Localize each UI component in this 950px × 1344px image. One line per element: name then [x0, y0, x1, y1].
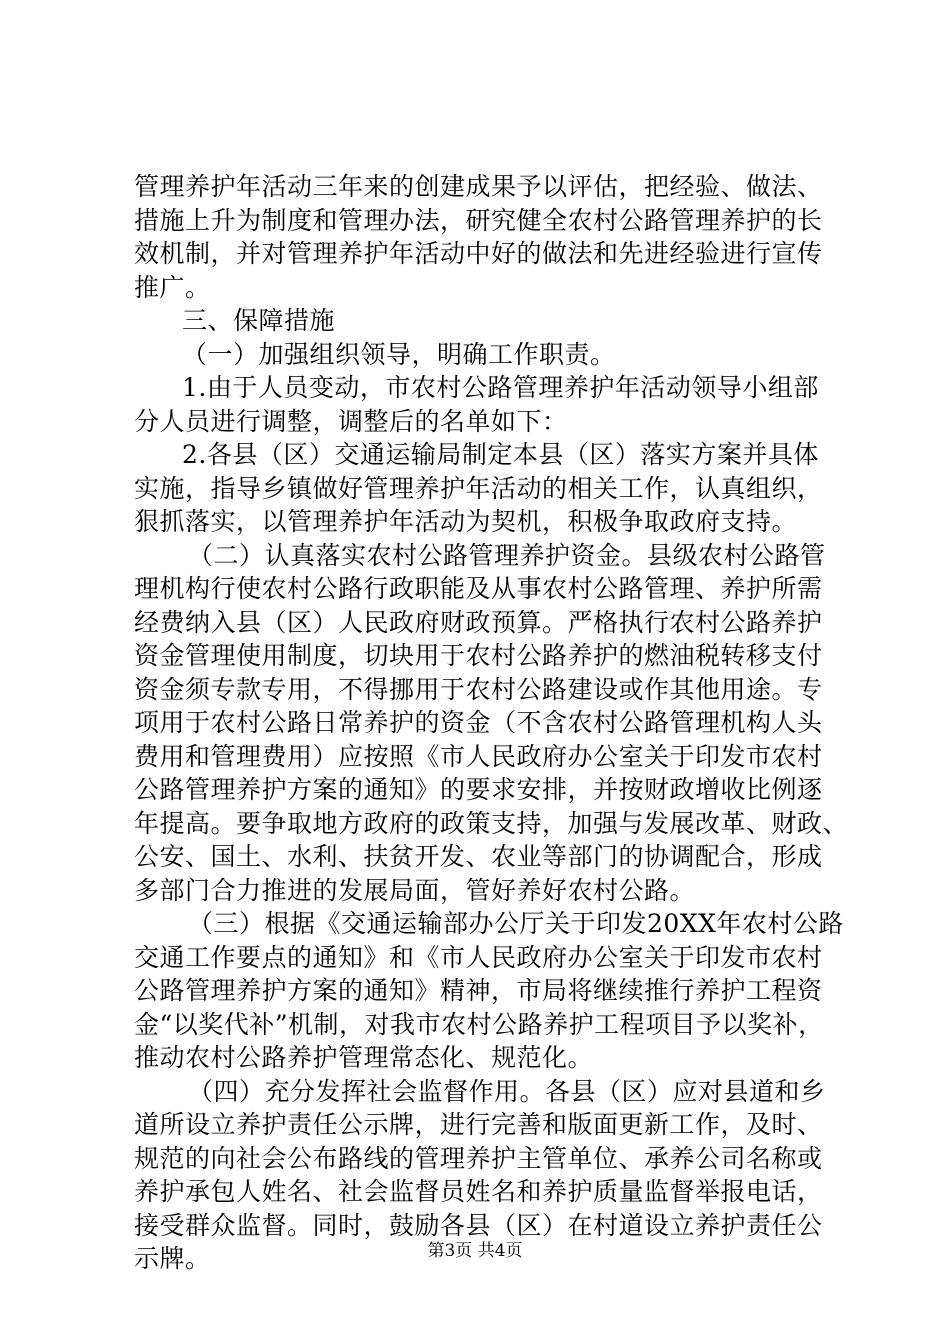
text-line: 规范的向社会公布路线的管理养护主管单位、承养公司名称或 — [134, 1143, 823, 1173]
subsection-heading: （一）加强组织领导，明确工作职责。 — [182, 339, 616, 369]
text-line: 2.各县（区）交通运输局制定本县（区）落实方案并具体 — [182, 440, 819, 469]
text-line: 公路管理养护方案的通知》的要求安排，并按财政增收比例逐 — [134, 775, 823, 804]
text-line: 公路管理养护方案的通知》精神，市局将继续推行养护工程资 — [134, 976, 823, 1005]
text-line: 资金管理使用制度，切块用于农村公路养护的燃油税转移支付 — [134, 641, 823, 670]
text-line: 理机构行使农村公路行政职能及从事农村公路管理、养护所需 — [134, 574, 823, 603]
page-footer — [0, 1240, 950, 1262]
text-line: 管理养护年活动三年来的创建成果予以评估，把经验、做法、 — [134, 172, 823, 201]
text-line: （四）充分发挥社会监督作用。各县（区）应对县道和乡 — [188, 1076, 826, 1106]
text-line: 推动农村公路养护管理常态化、规范化。 — [134, 1043, 594, 1072]
text-line: 多部门合力推进的发展局面，管好养好农村公路。 — [134, 875, 696, 905]
text-line: 项用于农村公路日常养护的资金（不含农村公路管理机构人头 — [134, 708, 823, 737]
text-line: 接受群众监督。同时，鼓励各县（区）在村道设立养护责任公 — [134, 1210, 823, 1240]
text-line: 示牌。 — [134, 1244, 211, 1273]
text-line: 费用和管理费用）应按照《市人民政府办公室关于印发市农村 — [134, 741, 823, 771]
text-line: 狠抓落实，以管理养护年活动为契机，积极争取政府支持。 — [134, 507, 798, 536]
text-line: 经费纳入县（区）人民政府财政预算。严格执行农村公路养护 — [134, 607, 823, 637]
text-line: 分人员进行调整，调整后的名单如下： — [134, 406, 568, 436]
text-line: （二）认真落实农村公路管理养护资金。县级农村公路管 — [188, 540, 826, 570]
text-line: 资金须专款专用，不得挪用于农村公路建设或作其他用途。专 — [134, 674, 823, 704]
section-heading: 三、保障措施 — [182, 306, 336, 335]
text-line: 金“以奖代补”机制，对我市农村公路养护工程项目予以奖补， — [134, 1009, 824, 1039]
text-line: 交通工作要点的通知》和《市人民政府办公室关于印发市农村 — [134, 942, 823, 972]
text-line: 公安、国土、水利、扶贫开发、农业等部门的协调配合，形成 — [134, 842, 823, 871]
text-line: 1.由于人员变动，市农村公路管理养护年活动领导小组部 — [182, 373, 819, 402]
text-line: 效机制，并对管理养护年活动中好的做法和先进经验进行宣传 — [134, 239, 823, 268]
document-body — [134, 170, 849, 1276]
text-line: 道所设立养护责任公示牌，进行完善和版面更新工作，及时、 — [134, 1110, 823, 1139]
text-line: 措施上升为制度和管理办法，研究健全农村公路管理养护的长 — [134, 205, 823, 235]
text-line: 年提高。要争取地方政府的政策支持，加强与发展改革、财政、 — [134, 808, 849, 838]
text-line: （三）根据《交通运输部办公厅关于印发20XX年农村公路 — [188, 909, 844, 938]
text-line: 实施，指导乡镇做好管理养护年活动的相关工作，认真组织， — [134, 473, 823, 503]
text-line: 养护承包人姓名、社会监督员姓名和养护质量监督举报电话， — [134, 1177, 823, 1206]
page-number: 第3页 共4页 — [427, 1241, 523, 1261]
text-line: 推广。 — [134, 272, 211, 302]
